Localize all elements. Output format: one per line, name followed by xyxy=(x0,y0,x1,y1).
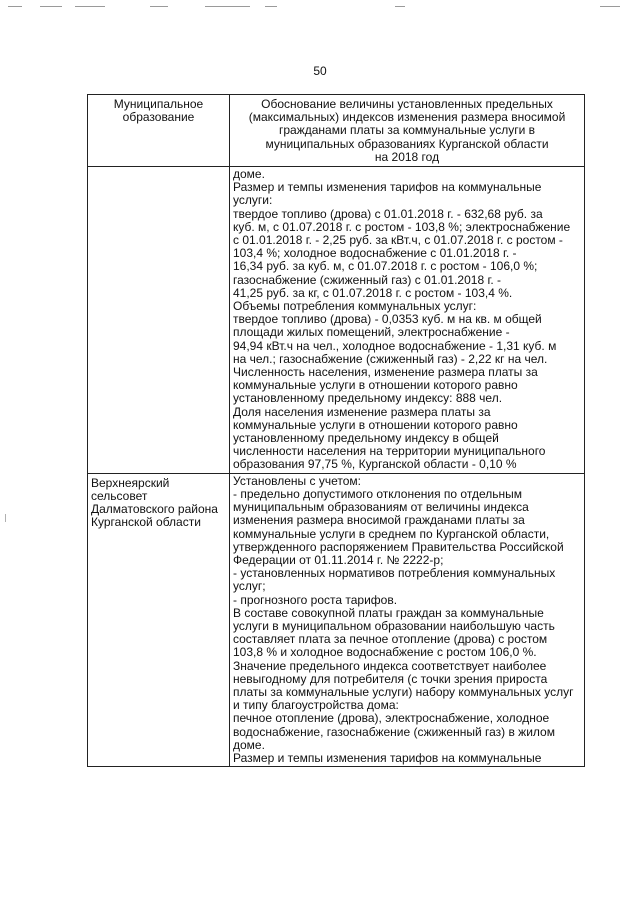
text-line: численности населения на территории муниципального xyxy=(233,444,546,459)
text-line: составляет плата за печное отопление (дрова) с ростом xyxy=(233,632,548,647)
text-line: платы за коммунальные услуги) набору коммунальных услуг xyxy=(233,684,574,699)
text-line: и типу благоустройства дома: xyxy=(233,698,399,713)
text-line: В составе совокупной платы граждан за коммунальные xyxy=(233,605,544,620)
text-line: муниципальным образованиям от величины индекса xyxy=(233,500,529,515)
header-text-line: муниципальных образованиях Курганской области xyxy=(265,136,549,151)
text-line: - прогнозного роста тарифов. xyxy=(233,592,398,607)
text-line: твердое топливо (дрова) - 0,0353 куб. м на кв. м общей xyxy=(233,312,542,327)
text-line: коммунальные услуги в отношении которого равно xyxy=(233,417,518,432)
text-line: установленному предельному индексу в общей xyxy=(233,431,499,446)
municipality-name-line: Верхнеярский xyxy=(91,475,170,490)
text-line: Доля населения изменение размера платы за xyxy=(233,404,491,419)
page-number: 50 xyxy=(313,64,327,78)
scan-artifact xyxy=(150,6,168,7)
text-line: - установленных нормативов потребления коммунальных xyxy=(233,566,556,581)
municipality-name-line: Курганской области xyxy=(91,515,201,530)
scan-artifact xyxy=(8,6,22,7)
table-row xyxy=(88,473,585,766)
justification-cell xyxy=(230,473,585,766)
text-line: газоснабжение (сжиженный газ) с 01.01.2018 г. - xyxy=(233,272,502,287)
scan-artifact xyxy=(600,6,620,7)
header-text-line: образование xyxy=(122,110,195,125)
text-line: 16,34 руб. за куб. м, с 01.07.2018 г. с ростом - 106,0 %; xyxy=(233,259,538,274)
text-line: 103,4 %; холодное водоснабжение с 01.01.2018 г. - xyxy=(233,246,517,261)
scan-artifact xyxy=(75,6,105,7)
text-line: Объемы потребления коммунальных услуг: xyxy=(233,299,477,314)
text-line: с 01.01.2018 г. - 2,25 руб. за кВт.ч, с 01.07.2018 г. с ростом - xyxy=(233,233,563,248)
text-line: водоснабжение, газоснабжение (сжиженный газ) в жилом xyxy=(233,724,555,739)
scan-artifact xyxy=(5,514,6,522)
text-line: куб. м, с 01.07.2018 г. с ростом - 103,8 %; электроснабжение xyxy=(233,219,571,234)
text-line: площади жилых помещений, электроснабжение - xyxy=(233,325,510,340)
text-line: Федерации от 01.11.2014 г. № 2222-р; xyxy=(233,552,444,567)
text-line: печное отопление (дрова), электроснабжение, холодное xyxy=(233,711,550,726)
scan-artifact xyxy=(265,6,277,7)
municipality-name-line: Далматовского района xyxy=(91,502,218,517)
text-line: Значение предельного индекса соответствует наиболее xyxy=(233,658,547,673)
text-line: доме. xyxy=(233,167,265,182)
municipality-cell xyxy=(88,167,230,474)
text-line: коммунальные услуги в среднем по Курганской области, xyxy=(233,526,550,541)
header-text-line: Муниципальное xyxy=(113,97,204,111)
justification-table xyxy=(87,94,585,767)
justification-cell xyxy=(230,167,585,474)
text-line: Размер и темпы изменения тарифов на коммунальные xyxy=(233,750,542,765)
text-line: доме. xyxy=(233,737,265,752)
text-line: Численность населения, изменение размера платы за xyxy=(233,365,538,380)
header-text-line: гражданами платы за коммунальные услуги в xyxy=(278,123,536,138)
text-line: на чел.; газоснабжение (сжиженный газ) - 2,22 кг на чел. xyxy=(233,351,548,366)
municipality-cell xyxy=(88,473,230,766)
scan-artifact xyxy=(40,6,62,7)
text-line: невыгодному для потребителя (с точки зрения прироста xyxy=(233,671,548,686)
text-line: утвержденного распоряжением Правительства Российской xyxy=(233,539,564,554)
text-line: услуги в муниципальном образовании наибольшую часть xyxy=(233,618,555,633)
header-text-line: Обоснование величины установленных предельных xyxy=(261,97,553,111)
text-line: Размер и темпы изменения тарифов на коммунальные xyxy=(233,180,542,195)
header-municipality xyxy=(88,95,230,167)
header-justification xyxy=(230,95,585,167)
text-line: Установлены с учетом: xyxy=(233,473,361,488)
scan-artifact xyxy=(395,6,405,7)
text-line: образования 97,75 %, Курганской области - 0,10 % xyxy=(233,457,517,472)
scan-artifact xyxy=(205,6,250,7)
header-text-line: на 2018 год xyxy=(374,149,440,164)
text-line: твердое топливо (дрова) с 01.01.2018 г. - 632,68 руб. за xyxy=(233,206,543,221)
table-header-row xyxy=(88,95,585,167)
table-row xyxy=(88,167,585,474)
text-line: 41,25 руб. за кг, с 01.07.2018 г. с ростом - 103,4 %. xyxy=(233,285,513,300)
text-line: услуг; xyxy=(233,579,266,594)
text-line: 94,94 кВт.ч на чел., холодное водоснабжение - 1,31 куб. м xyxy=(233,338,557,353)
text-line: изменения размера вносимой гражданами платы за xyxy=(233,513,525,528)
text-line: 103,8 % и холодное водоснабжение с ростом 106,0 %. xyxy=(233,645,537,660)
text-line: коммунальные услуги в отношении которого равно xyxy=(233,378,518,393)
text-line: - предельно допустимого отклонения по отдельным xyxy=(233,486,522,501)
municipality-name-line: сельсовет xyxy=(91,488,148,503)
text-line: установленному предельному индексу: 888 чел. xyxy=(233,391,503,406)
header-text-line: (максимальных) индексов изменения размера вносимой xyxy=(248,110,566,125)
text-line: услуги: xyxy=(233,193,273,208)
